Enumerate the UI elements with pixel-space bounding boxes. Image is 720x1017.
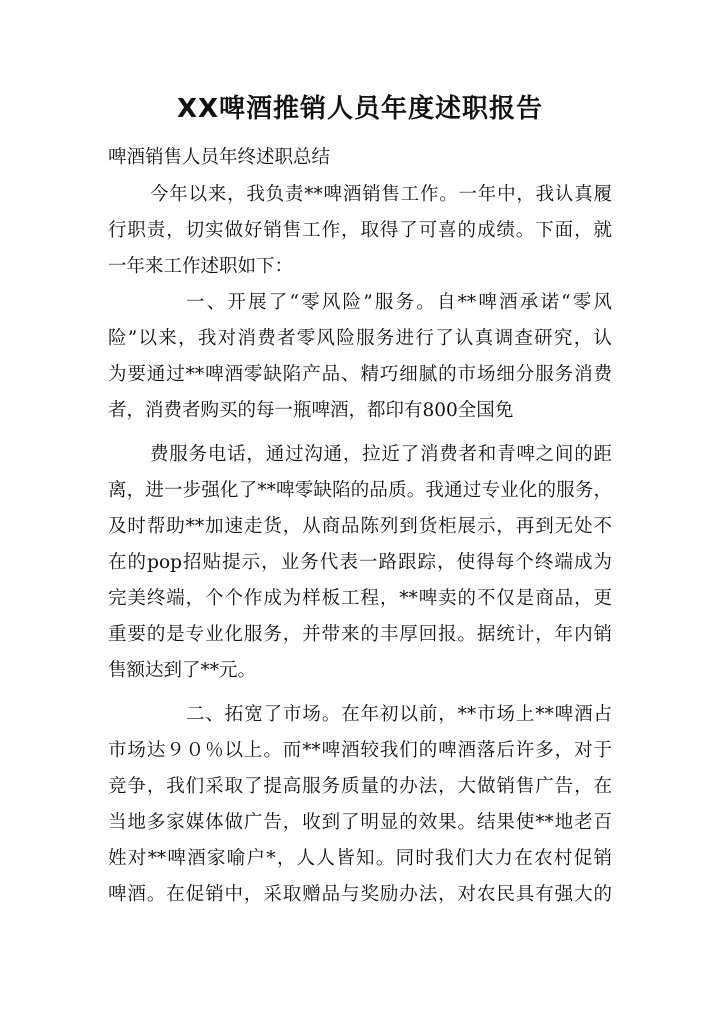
paragraph-line: 者，消费者购买的每一瓶啤酒，都印有800全国免 [108,400,514,421]
paragraph-line: 重要的是专业化服务，并带来的丰厚回报。据统计，年内销 [108,624,612,645]
paragraph-line: 费服务电话，通过沟通，拉近了消费者和青啤之间的距 [150,444,612,465]
document-subtitle: 啤酒销售人员年终述职总结 [108,147,331,168]
paragraph-line: 完美终端，个个作成为样板工程，**啤卖的不仅是商品，更 [108,588,612,609]
paragraph-line: 在的pop招贴提示，业务代表一路跟踪，使得每个终端成为 [108,552,612,573]
paragraph-line: 姓对**啤酒家喻户*，人人皆知。同时我们大力在农村促销 [108,848,612,869]
paragraph-line: 及时帮助**加速走货，从商品陈列到货柜展示，再到无处不 [108,516,612,537]
document-title: XX啤酒推销人员年度述职报告 [176,94,544,124]
paragraph-line: 一、开展了“零风险”服务。自**啤酒承诺“零风 [186,292,612,313]
paragraph-line: 二、拓宽了市场。在年初以前，**市场上**啤酒占 [186,704,612,725]
paragraph-line: 行职责，切实做好销售工作，取得了可喜的成绩。下面，就 [108,220,612,241]
paragraph-line: 啤酒。在促销中，采取赠品与奖励办法，对农民具有强大的 [108,884,612,905]
paragraph-line: 今年以来，我负责**啤酒销售工作。一年中，我认真履 [150,184,612,205]
paragraph-line: 售额达到了**元。 [108,660,257,681]
paragraph-line: 当地多家媒体做广告，收到了明显的效果。结果使**地老百 [108,812,612,833]
paragraph-line: 为要通过**啤酒零缺陷产品、精巧细腻的市场细分服务消费 [108,364,612,385]
paragraph-line: 离，进一步强化了**啤零缺陷的品质。我通过专业化的服务， [108,480,612,501]
paragraph-line: 险”以来，我对消费者零风险服务进行了认真调查研究，认 [108,328,612,349]
paragraph-line: 市场达９０％以上。而**啤酒较我们的啤酒落后许多，对于 [108,740,612,761]
paragraph-line: 一年来工作述职如下： [108,256,294,277]
paragraph-line: 竞争，我们采取了提高服务质量的办法，大做销售广告，在 [108,776,612,797]
